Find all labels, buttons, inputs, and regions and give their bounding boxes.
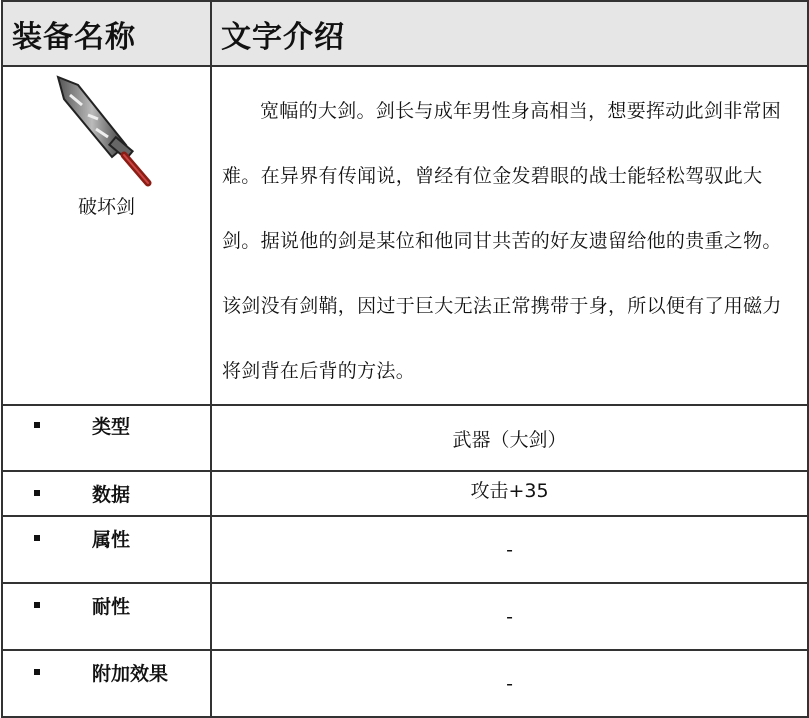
attribute-value: 武器（大剑）	[211, 405, 808, 471]
attribute-value: -	[211, 583, 808, 650]
item-description: 宽幅的大剑。剑长与成年男性身高相当，想要挥动此剑非常困难。在异界有传闻说，曾经有位金发碧眼的战士能轻松驾驭此大剑。据说他的剑是某位和他同甘共苦的好友遗留给他的贵重之物。该剑没有剑鞘，因过于巨大无法正常携带于身，所以便有了用磁力将剑背在后背的方法。	[222, 100, 782, 382]
header-row	[2, 1, 808, 66]
header-description: 文字介绍	[211, 1, 808, 66]
bullet-icon	[34, 490, 40, 496]
item-name: 破坏剑	[77, 196, 135, 218]
attribute-label: 属性	[92, 529, 131, 551]
equipment-table	[1, 0, 809, 718]
item-cell	[2, 66, 211, 405]
bullet-icon	[34, 422, 40, 428]
attribute-value: -	[211, 650, 808, 717]
buster-sword-icon	[52, 75, 162, 190]
bullet-icon	[34, 602, 40, 608]
attribute-label-cell	[2, 516, 211, 583]
description-cell	[211, 66, 808, 405]
attribute-row	[2, 650, 808, 717]
bullet-icon	[34, 535, 40, 541]
attribute-row	[2, 516, 808, 583]
header-equipment-name: 装备名称	[2, 1, 211, 66]
attribute-label: 数据	[92, 484, 131, 506]
attribute-label-cell	[2, 583, 211, 650]
attribute-row	[2, 405, 808, 471]
attribute-label-cell	[2, 650, 211, 717]
item-row	[2, 66, 808, 405]
attribute-label: 耐性	[92, 596, 131, 618]
attribute-value: -	[211, 516, 808, 583]
attribute-row	[2, 471, 808, 516]
attribute-label: 附加效果	[92, 663, 169, 685]
attribute-row	[2, 583, 808, 650]
attribute-label-cell	[2, 405, 211, 471]
attribute-value: 攻击+35	[211, 471, 808, 516]
bullet-icon	[34, 669, 40, 675]
attribute-label: 类型	[92, 416, 131, 438]
attribute-label-cell	[2, 471, 211, 516]
